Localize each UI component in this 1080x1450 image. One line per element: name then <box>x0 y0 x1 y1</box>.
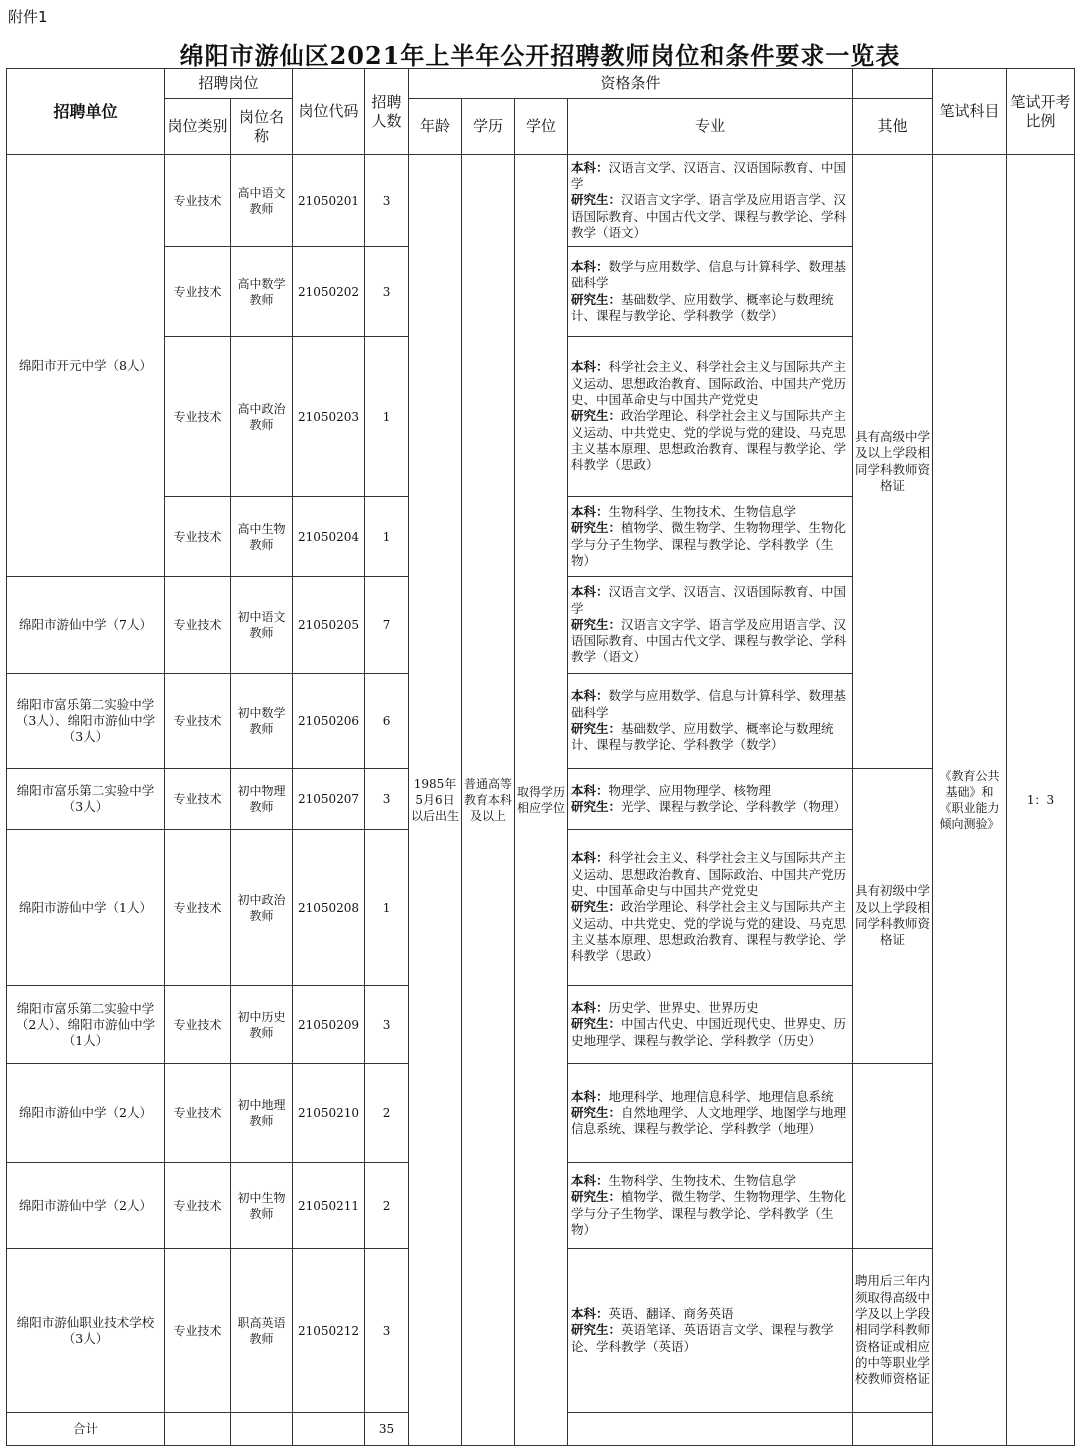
pg-label: 研究生： <box>571 1104 622 1120</box>
pg-majors: 政治学理论、科学社会主义与国际共产主义运动、中共党史、党的学说与党的建设、马克思主义基本原理、思想政治教育、课程与教学论、学科教学（思政） <box>571 899 847 964</box>
post-name-cell: 高中数学教师 <box>231 247 293 337</box>
header-age: 年龄 <box>409 99 462 155</box>
pg-majors: 植物学、微生物学、生物物理学、生物化学与分子生物学、课程与教学论、学科教学（生物） <box>571 520 847 568</box>
recruitment-table <box>6 68 1075 1446</box>
ug-label: 本科： <box>571 1088 609 1104</box>
table-row <box>7 155 1075 247</box>
unit-cell: 绵阳市开元中学（8人） <box>7 155 165 577</box>
header-count: 招聘人数 <box>365 69 409 155</box>
post-name-cell: 初中政治教师 <box>231 830 293 986</box>
post-type-cell: 专业技术 <box>165 769 231 830</box>
ug-majors: 科学社会主义、科学社会主义与国际共产主义运动、思想政治教育、国际政治、中国共产党历史、中国革命史与中国共产党党史 <box>571 359 847 408</box>
major-cell <box>568 577 853 674</box>
ug-label: 本科： <box>571 359 609 375</box>
ug-majors: 数学与应用数学、信息与计算科学、数理基础科学 <box>571 688 847 720</box>
ug-label: 本科： <box>571 850 609 866</box>
post-code-cell: 21050211 <box>293 1163 365 1249</box>
ug-majors: 科学社会主义、科学社会主义与国际共产主义运动、思想政治教育、国际政治、中国共产党历史、中国革命史与中国共产党党史 <box>571 850 847 899</box>
pg-label: 研究生： <box>571 1189 622 1205</box>
major-cell <box>568 830 853 986</box>
post-name-cell: 初中语文教师 <box>231 577 293 674</box>
post-type-cell: 专业技术 <box>165 986 231 1064</box>
pg-label: 研究生： <box>571 1322 622 1338</box>
post-type-cell: 专业技术 <box>165 497 231 577</box>
unit-cell: 绵阳市游仙中学（2人） <box>7 1163 165 1249</box>
post-code-cell: 21050205 <box>293 577 365 674</box>
post-type-cell: 专业技术 <box>165 674 231 769</box>
unit-cell: 绵阳市游仙中学（1人） <box>7 830 165 986</box>
post-code-cell: 21050204 <box>293 497 365 577</box>
other-cell-blank <box>853 1064 933 1249</box>
header-ratio: 笔试开考比例 <box>1007 69 1075 155</box>
major-cell <box>568 155 853 247</box>
ug-label: 本科： <box>571 782 609 798</box>
pg-majors: 汉语言文字学、语言学及应用语言学、汉语国际教育、中国古代文学、课程与教学论、学科教学（语文） <box>571 192 847 240</box>
ug-majors: 英语、翻译、商务英语 <box>608 1306 734 1322</box>
major-cell <box>568 1163 853 1249</box>
post-name-cell: 高中政治教师 <box>231 337 293 497</box>
pg-label: 研究生： <box>571 291 622 307</box>
ratio-cell: 1：3 <box>1007 155 1075 1446</box>
pg-majors: 政治学理论、科学社会主义与国际共产主义运动、中共党史、党的学说与党的建设、马克思主义基本原理、思想政治教育、课程与教学论、学科教学（思政） <box>571 408 847 473</box>
pg-label: 研究生： <box>571 408 622 424</box>
count-cell: 2 <box>365 1163 409 1249</box>
header-post-name: 岗位名称 <box>231 99 293 155</box>
total-blank <box>165 1413 231 1446</box>
pg-majors: 基础数学、应用数学、概率论与数理统计、课程与教学论、学科教学（数学） <box>571 291 834 323</box>
count-cell: 3 <box>365 986 409 1064</box>
total-blank <box>293 1413 365 1446</box>
pg-label: 研究生： <box>571 721 622 736</box>
pg-majors: 自然地理学、人文地理学、地图学与地理信息系统、课程与教学论、学科教学（地理） <box>571 1104 847 1137</box>
major-cell <box>568 247 853 337</box>
unit-cell: 绵阳市富乐第二实验中学（3人） <box>7 769 165 830</box>
pg-label: 研究生： <box>571 899 622 915</box>
ug-label: 本科： <box>571 503 609 519</box>
header-education: 学历 <box>462 99 515 155</box>
unit-cell: 绵阳市富乐第二实验中学（2人）、绵阳市游仙中学（1人） <box>7 986 165 1064</box>
post-code-cell: 21050212 <box>293 1249 365 1413</box>
post-name-cell: 高中生物教师 <box>231 497 293 577</box>
unit-cell: 绵阳市游仙中学（7人） <box>7 577 165 674</box>
major-cell <box>568 1064 853 1163</box>
post-type-cell: 专业技术 <box>165 1249 231 1413</box>
pg-label: 研究生： <box>571 520 622 536</box>
ug-majors: 数学与应用数学、信息与计算科学、数理基础科学 <box>571 258 847 291</box>
pg-majors: 基础数学、应用数学、概率论与数理统计、课程与教学论、学科教学（数学） <box>571 721 834 753</box>
header-post: 招聘岗位 <box>165 69 293 99</box>
post-type-cell: 专业技术 <box>165 337 231 497</box>
age-cell: 1985年5月6日以后出生 <box>409 155 462 1446</box>
post-code-cell: 21050207 <box>293 769 365 830</box>
ug-label: 本科： <box>571 688 609 704</box>
total-count: 35 <box>365 1413 409 1446</box>
total-blank <box>568 1413 853 1446</box>
header-other: 其他 <box>853 99 933 155</box>
major-cell <box>568 986 853 1064</box>
ug-label: 本科： <box>571 159 609 175</box>
ug-majors: 物理学、应用物理学、核物理 <box>608 782 772 798</box>
ug-majors: 地理科学、地理信息科学、地理信息系统 <box>608 1088 834 1104</box>
unit-cell: 绵阳市富乐第二实验中学（3人）、绵阳市游仙中学（3人） <box>7 674 165 769</box>
major-cell <box>568 769 853 830</box>
post-code-cell: 21050208 <box>293 830 365 986</box>
other-cell: 具有初级中学及以上学段相同学科教师资格证 <box>853 769 933 1064</box>
count-cell: 3 <box>365 155 409 247</box>
ug-label: 本科： <box>571 584 609 600</box>
post-code-cell: 21050210 <box>293 1064 365 1163</box>
post-code-cell: 21050209 <box>293 986 365 1064</box>
other-cell: 聘用后三年内须取得高级中学及以上学段相同学科教师资格证或相应的中等职业学校教师资格证 <box>853 1249 933 1413</box>
ug-label: 本科： <box>571 1172 609 1188</box>
attachment-label: 附件1 <box>8 8 48 26</box>
pg-majors: 植物学、微生物学、生物物理学、生物化学与分子生物学、课程与教学论、学科教学（生物） <box>571 1189 847 1237</box>
count-cell: 3 <box>365 769 409 830</box>
ug-label: 本科： <box>571 1306 609 1322</box>
post-type-cell: 专业技术 <box>165 830 231 986</box>
page-title: 绵阳市游仙区2021年上半年公开招聘教师岗位和条件要求一览表 <box>179 41 901 70</box>
count-cell: 3 <box>365 247 409 337</box>
post-name-cell: 初中生物教师 <box>231 1163 293 1249</box>
pg-label: 研究生： <box>571 1016 622 1032</box>
ug-majors: 生物科学、生物技术、生物信息学 <box>608 503 797 519</box>
unit-cell: 绵阳市游仙职业技术学校（3人） <box>7 1249 165 1413</box>
total-blank <box>853 1413 933 1446</box>
count-cell: 1 <box>365 337 409 497</box>
header-unit: 招聘单位 <box>7 69 165 155</box>
post-name-cell: 高中语文教师 <box>231 155 293 247</box>
total-label: 合计 <box>7 1413 165 1446</box>
post-type-cell: 专业技术 <box>165 155 231 247</box>
count-cell: 7 <box>365 577 409 674</box>
post-code-cell: 21050202 <box>293 247 365 337</box>
major-cell <box>568 497 853 577</box>
ug-majors: 汉语言文学、汉语言、汉语国际教育、中国学 <box>571 159 847 192</box>
pg-label: 研究生： <box>571 192 622 208</box>
degree-cell: 取得学历相应学位 <box>515 155 568 1446</box>
post-type-cell: 专业技术 <box>165 577 231 674</box>
ug-majors: 历史学、世界史、世界历史 <box>608 1000 759 1016</box>
post-type-cell: 专业技术 <box>165 1163 231 1249</box>
major-cell <box>568 337 853 497</box>
header-degree: 学位 <box>515 99 568 155</box>
count-cell: 3 <box>365 1249 409 1413</box>
count-cell: 1 <box>365 497 409 577</box>
pg-majors: 英语笔译、英语语言文学、课程与教学论、学科教学（英语） <box>571 1322 834 1354</box>
other-cell: 具有高级中学及以上学段相同学科教师资格证 <box>853 155 933 769</box>
pg-label: 研究生： <box>571 616 622 632</box>
major-cell <box>568 674 853 769</box>
ug-label: 本科： <box>571 258 609 274</box>
header-major: 专业 <box>568 99 853 155</box>
exam-cell: 《教育公共基础》和《职业能力倾向测验》 <box>933 155 1007 1446</box>
header-post-code: 岗位代码 <box>293 69 365 155</box>
pg-majors: 汉语言文字学、语言学及应用语言学、汉语国际教育、中国古代文学、课程与教学论、学科教学（语文） <box>571 616 847 665</box>
header-blank <box>853 69 933 99</box>
post-name-cell: 职高英语教师 <box>231 1249 293 1413</box>
ug-majors: 汉语言文学、汉语言、汉语国际教育、中国学 <box>571 584 847 616</box>
count-cell: 2 <box>365 1064 409 1163</box>
post-name-cell: 初中物理教师 <box>231 769 293 830</box>
pg-majors: 光学、课程与教学论、学科教学（物理） <box>621 799 847 814</box>
count-cell: 6 <box>365 674 409 769</box>
ug-label: 本科： <box>571 1000 609 1016</box>
education-cell: 普通高等教育本科及以上 <box>462 155 515 1446</box>
post-code-cell: 21050201 <box>293 155 365 247</box>
pg-majors: 中国古代史、中国近现代史、世界史、历史地理学、课程与教学论、学科教学（历史） <box>571 1016 847 1048</box>
total-blank <box>231 1413 293 1446</box>
post-name-cell: 初中地理教师 <box>231 1064 293 1163</box>
post-name-cell: 初中数学教师 <box>231 674 293 769</box>
post-type-cell: 专业技术 <box>165 1064 231 1163</box>
pg-label: 研究生： <box>571 799 622 814</box>
post-code-cell: 21050206 <box>293 674 365 769</box>
header-post-type: 岗位类别 <box>165 99 231 155</box>
count-cell: 1 <box>365 830 409 986</box>
post-code-cell: 21050203 <box>293 337 365 497</box>
major-cell <box>568 1249 853 1413</box>
post-name-cell: 初中历史教师 <box>231 986 293 1064</box>
unit-cell: 绵阳市游仙中学（2人） <box>7 1064 165 1163</box>
header-exam: 笔试科目 <box>933 69 1007 155</box>
ug-majors: 生物科学、生物技术、生物信息学 <box>608 1172 797 1188</box>
header-qualifications: 资格条件 <box>409 69 853 99</box>
post-type-cell: 专业技术 <box>165 247 231 337</box>
